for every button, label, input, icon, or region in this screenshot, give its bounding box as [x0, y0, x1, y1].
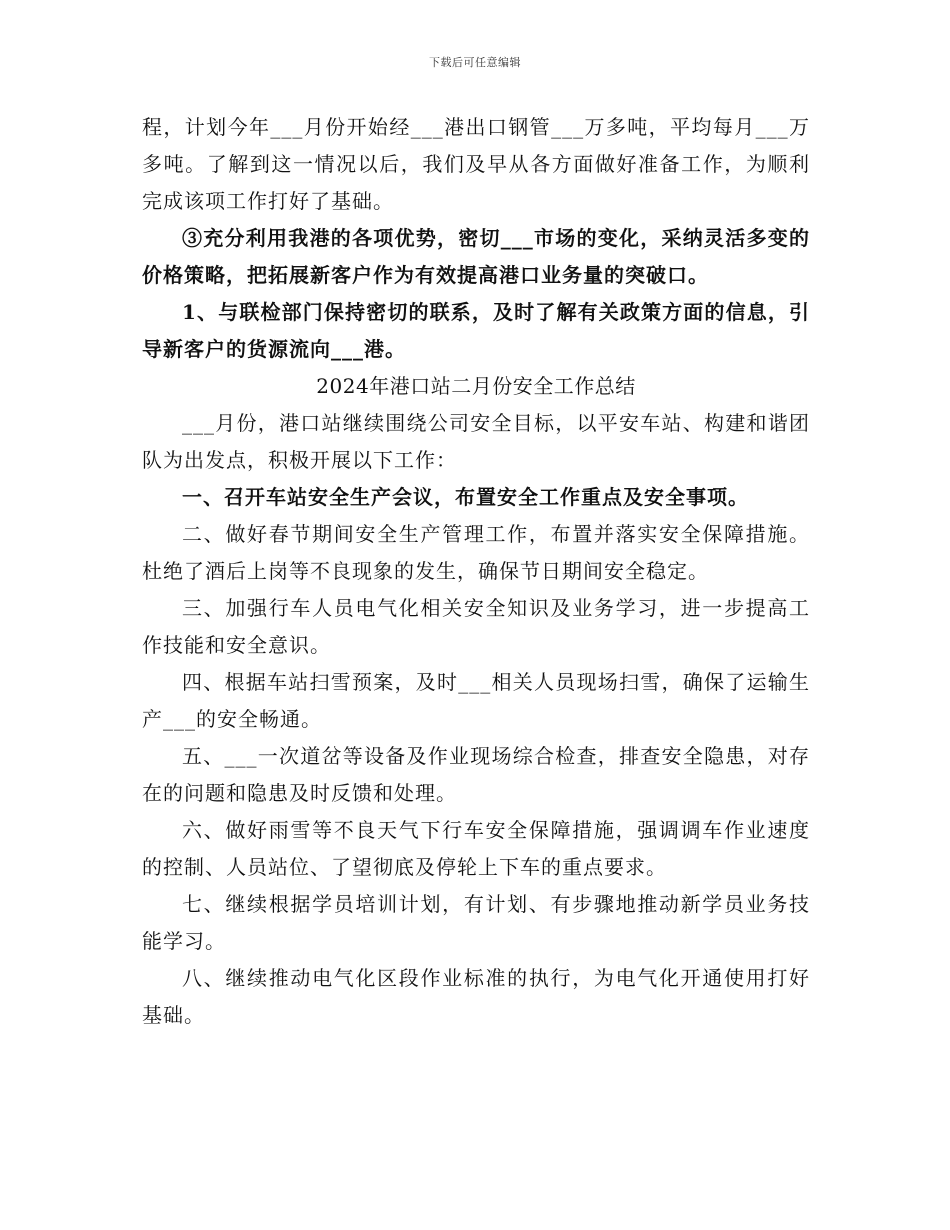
paragraph-strategy: ③充分利用我港的各项优势，密切___市场的变化，采纳灵活多变的价格策略，把拓展新客户作为有效提高港口业务量的突破口。 [142, 226, 810, 287]
page-header: 下载后可任意编辑 [429, 56, 521, 69]
paragraph-continuation: 程，计划今年___月份开始经___港出口钢管___万多吨，平均每月___万多吨。了解到这一情况以后，我们及早从各方面做好准备工作，为顺利完成该项工作打好了基础。 [142, 115, 810, 213]
list-item: 七、继续根据学员培训计划，有计划、有步骤地推动新学员业务技能学习。 [142, 892, 810, 953]
document-body [142, 109, 810, 1034]
list-item: 四、根据车站扫雪预案，及时___相关人员现场扫雪，确保了运输生产___的安全畅通。 [142, 670, 810, 731]
list-item: 五、___一次道岔等设备及作业现场综合检查，排查安全隐患，对存在的问题和隐患及时反馈和处理。 [142, 744, 810, 805]
section-title: 2024年港口站二月份安全工作总结 [316, 374, 636, 398]
list-item: 三、加强行车人员电气化相关安全知识及业务学习，进一步提高工作技能和安全意识。 [142, 596, 810, 657]
paragraph-liaison: 1、与联检部门保持密切的联系，及时了解有关政策方面的信息，引导新客户的货源流向___港。 [142, 300, 810, 361]
list-item: 一、召开车站安全生产会议，布置安全工作重点及安全事项。 [182, 485, 749, 509]
list-item: 六、做好雨雪等不良天气下行车安全保障措施，强调调车作业速度的控制、人员站位、了望彻底及停轮上下车的重点要求。 [142, 818, 810, 879]
list-item: 二、做好春节期间安全生产管理工作，布置并落实安全保障措施。杜绝了酒后上岗等不良现象的发生，确保节日期间安全稳定。 [142, 522, 810, 583]
list-item: 八、继续推动电气化区段作业标准的执行，为电气化开通使用打好基础。 [142, 966, 810, 1027]
section-intro: ___月份，港口站继续围绕公司安全目标，以平安车站、构建和谐团队为出发点，积极开展以下工作： [142, 411, 810, 472]
